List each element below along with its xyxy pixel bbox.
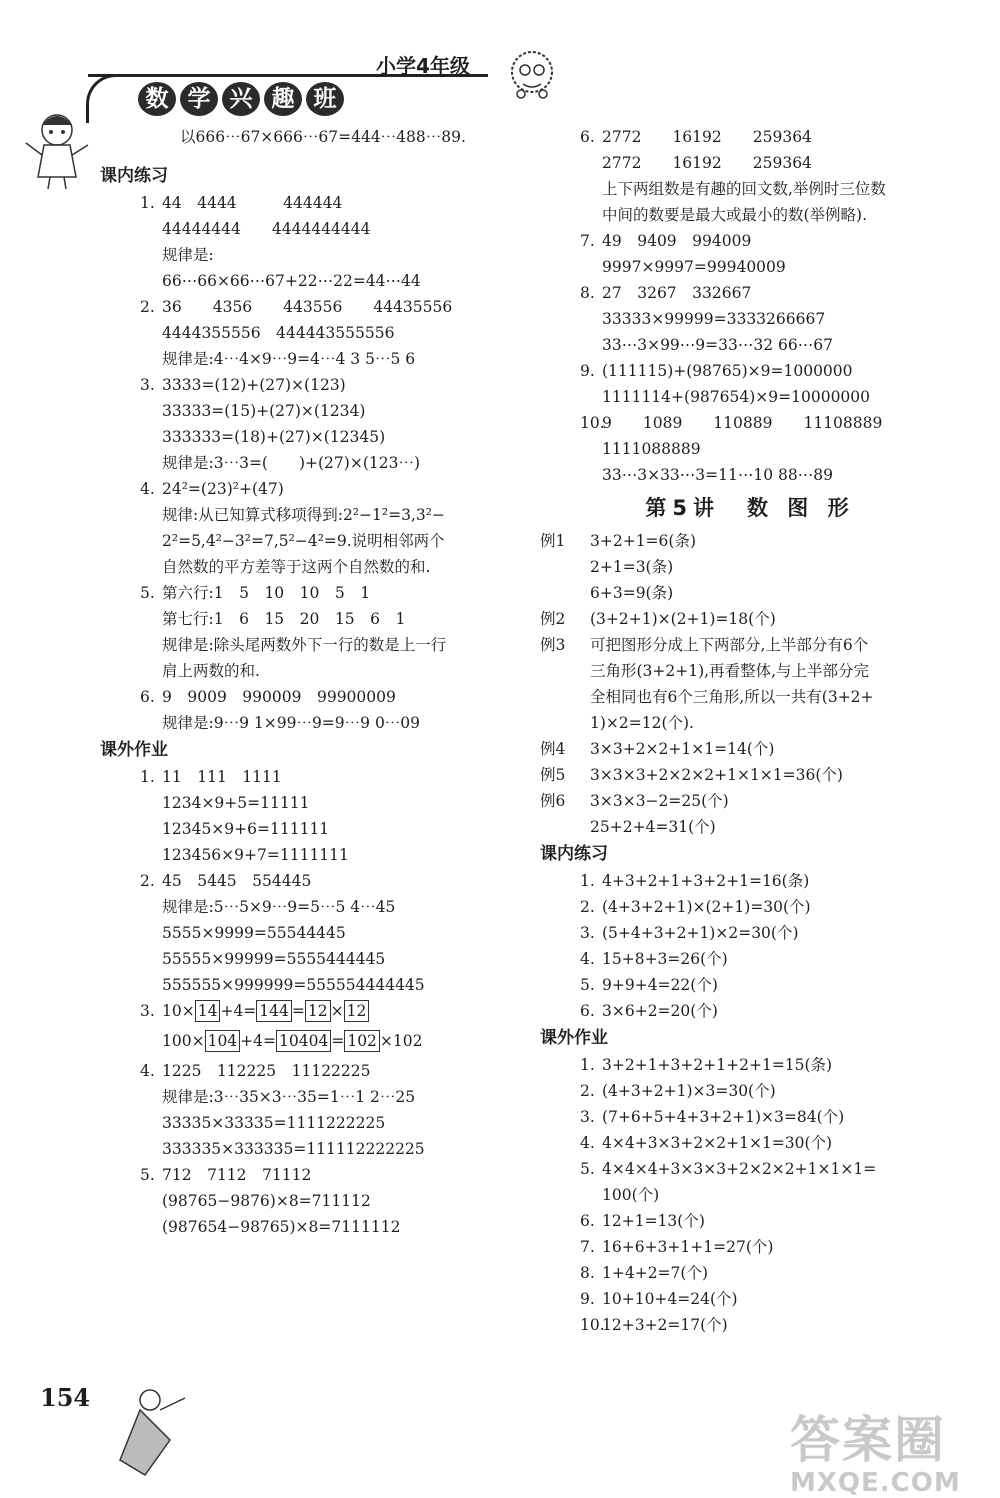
text-line [100,216,520,242]
boxed-value: 104 [205,1030,241,1052]
line-text: 123456×9+7=1111111 [162,846,349,864]
text-line [100,1188,520,1214]
text-line [100,894,520,920]
example-label: 例5 [540,766,566,784]
line-text: 9 1089 110889 11108889 [602,414,883,432]
boxed-equation [162,998,369,1024]
line-text: 25+2+4=31(个) [590,818,716,836]
text-line [100,554,520,580]
eq-part: +4= [220,1002,257,1020]
line-text: 3×3×3−2=25(个) [590,792,729,810]
inclass-list [540,868,960,1024]
text-line [100,684,520,710]
line-text: (111115)+(98765)×9=1000000 [602,362,853,380]
grade-label: 小学4年级 [376,54,470,78]
item-number: 1. [580,1056,595,1074]
line-text: 9+9+4=22(个) [602,976,718,994]
item-number: 8. [580,284,595,302]
homework-list [100,764,520,998]
line-text: (4+3+2+1)×(2+1)=30(个) [602,898,811,916]
line-text: 4×4×4+3×3×3+2×2×2+1×1×1= [602,1160,877,1178]
line-text: 3×3×3+2×2×2+1×1×1=36(个) [590,766,843,784]
text-line [540,946,960,972]
line-text: 712 7112 71112 [162,1166,312,1184]
text-line [540,150,960,176]
boxed-value: 12 [344,1000,370,1022]
line-text: 可把图形分成上下两部分,上半部分有6个 [590,636,869,654]
brand-char: 学 [180,82,218,116]
boxed-value: 12 [305,1000,331,1022]
line-text: 上下两组数是有趣的回文数,举例时三位数 [602,180,886,198]
homework-list [540,1052,960,1338]
text-line [100,242,520,268]
answers-list [540,124,960,488]
line-text: 中间的数要是最大或最小的数(举例略). [602,206,868,224]
line-text: 36 4356 443556 44435556 [162,298,453,316]
eq-part: = [331,1032,345,1050]
text-line [540,606,960,632]
line-text: 12+1=13(个) [602,1212,705,1230]
boxed-value: 14 [195,1000,221,1022]
text-line [540,1078,960,1104]
line-text: 1)×2=12(个). [590,714,694,732]
text-line [100,790,520,816]
text-line [540,972,960,998]
line-text: (3+2+1)×(2+1)=18(个) [590,610,776,628]
text-line [540,306,960,332]
line-text: 33⋯3×33⋯3=11⋯10 88⋯89 [602,466,833,484]
line-text: 规律是:3⋯3=( )+(27)×(123⋯) [162,454,420,472]
line-text: 33333=(15)+(27)×(1234) [162,402,366,420]
item-number: 4. [140,480,155,498]
text-line [540,814,960,840]
line-text: 2772 16192 259364 [602,128,812,146]
text-line [540,528,960,554]
line-text: 三角形(3+2+1),再看整体,与上半部分完 [590,662,870,680]
text-line [100,1162,520,1188]
text-line [100,372,520,398]
line-text: 12345×9+6=111111 [162,820,330,838]
line-text: 44444444 4444444444 [162,220,371,238]
brand-char: 兴 [222,82,260,116]
text-line [540,124,960,150]
text-line [540,632,960,658]
text-line [540,280,960,306]
text-line [540,1260,960,1286]
line-text: 4+3+2+1+3+2+1=16(条) [602,872,810,890]
line-text: 16+6+3+1+1=27(个) [602,1238,774,1256]
line-text: 2²=5,4²−3²=7,5²−4²=9.说明相邻两个 [162,532,445,550]
text-line [540,202,960,228]
line-text: 1111088889 [602,440,701,458]
item-number: 5. [580,976,595,994]
text-line [100,294,520,320]
line-text: 555555×999999=555554444445 [162,976,425,994]
girl-cartoon-icon [22,105,92,190]
text-line [540,1156,960,1182]
text-line [100,710,520,736]
line-text: 2772 16192 259364 [602,154,812,172]
text-line [100,1110,520,1136]
line-text: 33⋯3×99⋯9=33⋯32 66⋯67 [602,336,833,354]
item-number: 1. [140,194,155,212]
text-line [540,1286,960,1312]
line-text: (7+6+5+4+3+2+1)×3=84(个) [602,1108,845,1126]
text-line [540,554,960,580]
text-line [100,476,520,502]
line-text: 规律是:除头尾两数外下一行的数是上一行 [162,636,447,654]
text-line [540,684,960,710]
line-text: 12+3+2=17(个) [602,1316,728,1334]
boxed-value: 102 [344,1030,380,1052]
example-label: 例6 [540,792,566,810]
example-label: 例1 [540,532,566,550]
text-line [540,462,960,488]
text-line [100,1084,520,1110]
spacer [100,150,520,162]
line-text: 333333=(18)+(27)×(12345) [162,428,386,446]
line-text: 9997×9997=99940009 [602,258,786,276]
item-number: 2. [140,872,155,890]
text-line [540,254,960,280]
item-number: 5. [140,1166,155,1184]
line-text: (4+3+2+1)×3=30(个) [602,1082,776,1100]
line-text: 自然数的平方差等于这两个自然数的和. [162,558,431,576]
text-line [100,346,520,372]
line-text: 24²=(23)²+(47) [162,480,284,498]
line-text: 3+2+1=6(条) [590,532,697,550]
text-line [100,972,520,998]
line-text: 规律是: [162,246,214,264]
line-text: 第七行:1 6 15 20 15 6 1 [162,610,406,628]
line-text: 规律:从已知算式移项得到:2²−1²=3,3²− [162,506,445,524]
brand-char: 数 [138,82,176,116]
page-header [88,54,558,122]
line-text: 100(个) [602,1186,660,1204]
text-line [540,1052,960,1078]
eq-part: × [330,1002,344,1020]
item-number: 5. [580,1160,595,1178]
item-number: 6. [580,128,595,146]
section-heading: 课外作业 [540,1028,608,1048]
text-line [100,632,520,658]
text-line [540,358,960,384]
item-number: 3. [140,1002,155,1020]
text-line [540,920,960,946]
item-number: 5. [140,584,155,602]
text-line [100,920,520,946]
line-text: 4444355556 444443555556 [162,324,395,342]
watermark [790,1400,961,1498]
line-text: 全相同也有6个三角形,所以一共有(3+2+ [590,688,874,706]
line-text: 55555×99999=5555444445 [162,950,386,968]
line-text: 3×6+2=20(个) [602,1002,718,1020]
line-text: 1+4+2=7(个) [602,1264,709,1282]
text-line [100,1136,520,1162]
left-column [100,124,520,1240]
brand-char: 趣 [264,82,302,116]
text-line [100,424,520,450]
text-line [100,606,520,632]
line-text: 规律是:9⋯9 1×99⋯9=9⋯9 0⋯09 [162,714,421,732]
brand-char: 班 [306,82,344,116]
text-line [540,1182,960,1208]
text-line [540,332,960,358]
text-line [540,436,960,462]
line-text: 66⋯66×66⋯67+22⋯22=44⋯44 [162,272,421,290]
example-label: 例2 [540,610,566,628]
text-line [540,710,960,736]
item-number: 9. [580,362,595,380]
item-number: 1. [140,768,155,786]
boxed-line [100,998,520,1028]
text-line [100,1214,520,1240]
item-number: 6. [580,1002,595,1020]
text-line [100,946,520,972]
line-text: 27 3267 332667 [602,284,752,302]
text-line [100,580,520,606]
text-line [100,658,520,684]
text-line [540,658,960,684]
text-line [540,1312,960,1338]
line-text: 肩上两数的和. [162,662,260,680]
eq-part: ×102 [379,1032,423,1050]
item-number: 10. [580,414,605,432]
boxed-value: 10404 [276,1030,331,1052]
text-line [540,736,960,762]
line-text: 4×4+3×3+2×2+1×1=30(个) [602,1134,833,1152]
line-text: 33335×33335=1111222225 [162,1114,386,1132]
text-line [100,502,520,528]
text-line [100,398,520,424]
line-text: 9 9009 990009 99900009 [162,688,396,706]
line-text: 3333=(12)+(27)×(123) [162,376,346,394]
boxed-equation [162,1028,423,1054]
line-text: 1234×9+5=11111 [162,794,310,812]
line-text: 1111114+(987654)×9=10000000 [602,388,871,406]
mascot-face-icon [505,48,560,103]
text-line [540,894,960,920]
line-text: 10+10+4=24(个) [602,1290,738,1308]
item-number: 10. [580,1316,605,1334]
text-line [540,788,960,814]
text-line [100,842,520,868]
line-text: (5+4+3+2+1)×2=30(个) [602,924,799,942]
line-text: 规律是:5⋯5×9⋯9=5⋯5 4⋯45 [162,898,396,916]
item-number: 2. [140,298,155,316]
boxed-value: 144 [256,1000,292,1022]
text-line [540,1234,960,1260]
page-number: 154 [40,1383,91,1412]
line-text: 45 5445 554445 [162,872,312,890]
text-line [100,450,520,476]
item-number: 3. [140,376,155,394]
text-line [100,764,520,790]
text-line [540,384,960,410]
text-line [100,528,520,554]
examples-list [540,528,960,840]
line-text: 5555×9999=55544445 [162,924,346,942]
text-line [540,1208,960,1234]
example-label: 例3 [540,636,566,654]
brand-title [138,82,344,116]
text-line [100,1058,520,1084]
cartoon-figure-icon [100,1380,190,1480]
item-number: 7. [580,1238,595,1256]
item-number: 6. [580,1212,595,1230]
text-line [540,410,960,436]
line-text: 333335×333335=111112222225 [162,1140,425,1158]
text-line [100,124,520,150]
item-number: 1. [580,872,595,890]
text-line [540,762,960,788]
line-text: 3+2+1+3+2+1+2+1=15(条) [602,1056,833,1074]
example-label: 例4 [540,740,566,758]
line-text: 15+8+3=26(个) [602,950,728,968]
text-line [100,320,520,346]
chapter-title: 第5讲 数 图 形 [645,496,855,520]
text-line [540,1130,960,1156]
item-number: 4. [140,1062,155,1080]
eq-part: 100× [162,1032,205,1050]
line-text: (987654−98765)×8=7111112 [162,1218,401,1236]
section-heading: 课外作业 [100,740,168,760]
line-text: 49 9409 994009 [602,232,752,250]
text-line [100,816,520,842]
right-column [540,124,960,1338]
item-number: 8. [580,1264,595,1282]
text-line [540,580,960,606]
text-line [100,190,520,216]
item-number: 7. [580,232,595,250]
line-text: 3×3+2×2+1×1=14(个) [590,740,775,758]
eq-part: = [291,1002,305,1020]
text-line [540,998,960,1024]
line-text: 规律是:3⋯35×3⋯35=1⋯1 2⋯25 [162,1088,416,1106]
text-line [540,228,960,254]
text-line [540,868,960,894]
line-text: 规律是:4⋯4×9⋯9=4⋯4 3 5⋯5 6 [162,350,416,368]
line-text: 6+3=9(条) [590,584,674,602]
eq-part: +4= [240,1032,277,1050]
text-line [100,868,520,894]
line-text: 第六行:1 5 10 10 5 1 [162,584,371,602]
pre-note: 以666⋯67×666⋯67=444⋯488⋯89. [180,128,466,146]
line-text: 44 4444 444444 [162,194,343,212]
item-number: 3. [580,924,595,942]
line-text: 33333×99999=3333266667 [602,310,826,328]
item-number: 3. [580,1108,595,1126]
item-number: 2. [580,898,595,916]
line-text: 1225 112225 11122225 [162,1062,371,1080]
watermark-url: MXQE.COM [790,1468,961,1498]
item-number: 4. [580,1134,595,1152]
line-text: 2+1=3(条) [590,558,674,576]
line-text: 11 111 1111 [162,768,282,786]
eq-part: 10× [162,1002,195,1020]
text-line [100,268,520,294]
item-number: 6. [140,688,155,706]
text-line [540,1104,960,1130]
boxed-line [100,1028,520,1058]
inclass-list [100,190,520,736]
homework-list-cont [100,1058,520,1240]
item-number: 2. [580,1082,595,1100]
section-heading: 课内练习 [540,844,608,864]
section-heading: 课内练习 [100,166,168,186]
text-line [540,176,960,202]
watermark-logo: 答案圈 [790,1411,946,1469]
line-text: (98765−9876)×8=711112 [162,1192,371,1210]
item-number: 9. [580,1290,595,1308]
item-number: 4. [580,950,595,968]
